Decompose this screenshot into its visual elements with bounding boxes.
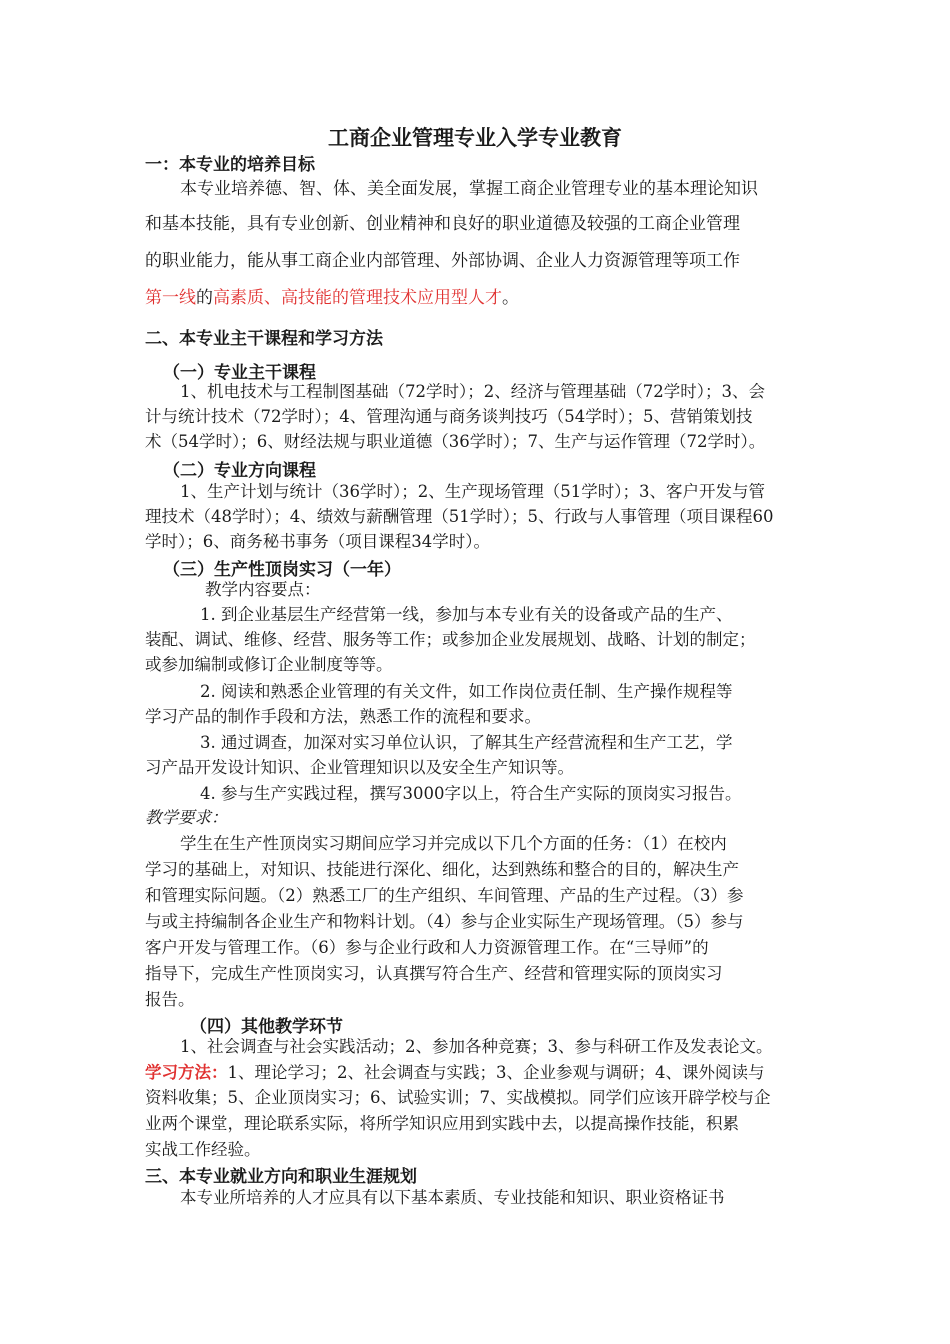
section1-last-line bbox=[145, 286, 519, 310]
sub1-line: 术（54学时）；6、财经法规与职业道德（36学时）；7、生产与运作管理（72学时）。 bbox=[145, 432, 766, 451]
sub1-line: 计与统计技术（72学时）；4、管理沟通与商务谈判技巧（54学时）；5、营销策划技 bbox=[145, 407, 753, 426]
section1-line: 的职业能力，能从事工商企业内部管理、外部协调、企业人力资源管理等项工作 bbox=[145, 251, 740, 271]
sub2-line: 1、生产计划与统计（36学时）；2、生产现场管理（51学时）；3、客户开发与管 bbox=[180, 482, 765, 501]
text-fragment: 。 bbox=[502, 288, 519, 308]
sub4-line: 1、社会调查与社会实践活动；2、参加各种竞赛；3、参与科研工作及发表论文。 bbox=[180, 1037, 773, 1056]
requirements-line: 学习的基础上，对知识、技能进行深化、细化，达到熟练和整合的目的，解决生产 bbox=[145, 860, 739, 879]
sub1-heading: （一）专业主干课程 bbox=[163, 363, 316, 383]
section2-heading: 二、本专业主干课程和学习方法 bbox=[145, 329, 383, 349]
requirements-line: 和管理实际问题。（2）熟悉工厂的生产组织、车间管理、产品的生产过程。（3）参 bbox=[145, 886, 744, 905]
sub3-line: 3. 通过调查，加深对实习单位认识，了解其生产经营流程和生产工艺，学 bbox=[200, 733, 733, 752]
sub3-line: 装配、调试、维修、经营、服务等工作；或参加企业发展规划、战略、计划的制定； bbox=[145, 630, 756, 649]
method-label: 学习方法： bbox=[145, 1063, 228, 1082]
sub2-line: 学时）；6、商务秘书事务（项目课程34学时）。 bbox=[145, 532, 490, 551]
sub3-line: 1. 到企业基层生产经营第一线，参加与本专业有关的设备或产品的生产、 bbox=[200, 605, 733, 624]
sub3-intro: 教学内容要点： bbox=[205, 580, 321, 599]
requirements-line: 指导下，完成生产性顶岗实习，认真撰写符合生产、经营和管理实际的顶岗实习 bbox=[145, 964, 723, 983]
requirements-line: 报告。 bbox=[145, 990, 195, 1009]
method-line: 资料收集；5、企业顶岗实习；6、试验实训；7、实战模拟。同学们应该开辟学校与企 bbox=[145, 1088, 771, 1107]
sub4-heading: （四）其他教学环节 bbox=[190, 1017, 343, 1037]
section1-line: 和基本技能，具有专业创新、创业精神和良好的职业道德及较强的工商企业管理 bbox=[145, 214, 740, 234]
text-fragment: 的 bbox=[196, 288, 213, 308]
section1-line: 本专业培养德、智、体、美全面发展，掌握工商企业管理专业的基本理论知识 bbox=[180, 179, 758, 199]
section3-heading: 三、本专业就业方向和职业生涯规划 bbox=[145, 1167, 417, 1187]
requirements-line: 学生在生产性顶岗实习期间应学习并完成以下几个方面的任务：（1）在校内 bbox=[180, 834, 727, 853]
section1-heading: 一：本专业的培养目标 bbox=[145, 155, 315, 175]
section3-line: 本专业所培养的人才应具有以下基本素质、专业技能和知识、职业资格证书 bbox=[180, 1188, 725, 1207]
sub3-line: 2. 阅读和熟悉企业管理的有关文件，如工作岗位责任制、生产操作规程等 bbox=[200, 682, 733, 701]
sub3-heading: （三）生产性顶岗实习（一年） bbox=[163, 560, 401, 580]
sub3-line: 4. 参与生产实践过程，撰写3000字以上，符合生产实际的顶岗实习报告。 bbox=[200, 784, 742, 803]
highlight-text: 高素质、高技能的管理技术应用型人才 bbox=[213, 288, 502, 308]
requirements-line: 与或主持编制各企业生产和物料计划。（4）参与企业实际生产现场管理。（5）参与 bbox=[145, 912, 744, 931]
method-line: 实战工作经验。 bbox=[145, 1140, 261, 1159]
sub1-line: 1、机电技术与工程制图基础（72学时）；2、经济与管理基础（72学时）；3、会 bbox=[180, 382, 765, 401]
sub3-line: 或参加编制或修订企业制度等等。 bbox=[145, 655, 393, 674]
highlight-text: 第一线 bbox=[145, 288, 196, 308]
sub3-line: 学习产品的制作手段和方法，熟悉工作的流程和要求。 bbox=[145, 707, 541, 726]
method-text: 1、理论学习；2、社会调查与实践；3、企业参观与调研；4、课外阅读与 bbox=[227, 1063, 765, 1082]
page-title: 工商企业管理专业入学专业教育 bbox=[328, 126, 622, 150]
sub3-line: 习产品开发设计知识、企业管理知识以及安全生产知识等。 bbox=[145, 758, 574, 777]
sub2-heading: （二）专业方向课程 bbox=[163, 461, 316, 481]
method-line: 业两个课堂，理论联系实际，将所学知识应用到实践中去，以提高操作技能，积累 bbox=[145, 1114, 739, 1133]
method-first-line bbox=[145, 1061, 765, 1085]
sub2-line: 理技术（48学时）；4、绩效与薪酬管理（51学时）；5、行政与人事管理（项目课程60 bbox=[145, 507, 774, 526]
requirements-line: 客户开发与管理工作。（6）参与企业行政和人力资源管理工作。在“三导师”的 bbox=[145, 938, 709, 957]
requirements-label: 教学要求： bbox=[145, 808, 228, 827]
